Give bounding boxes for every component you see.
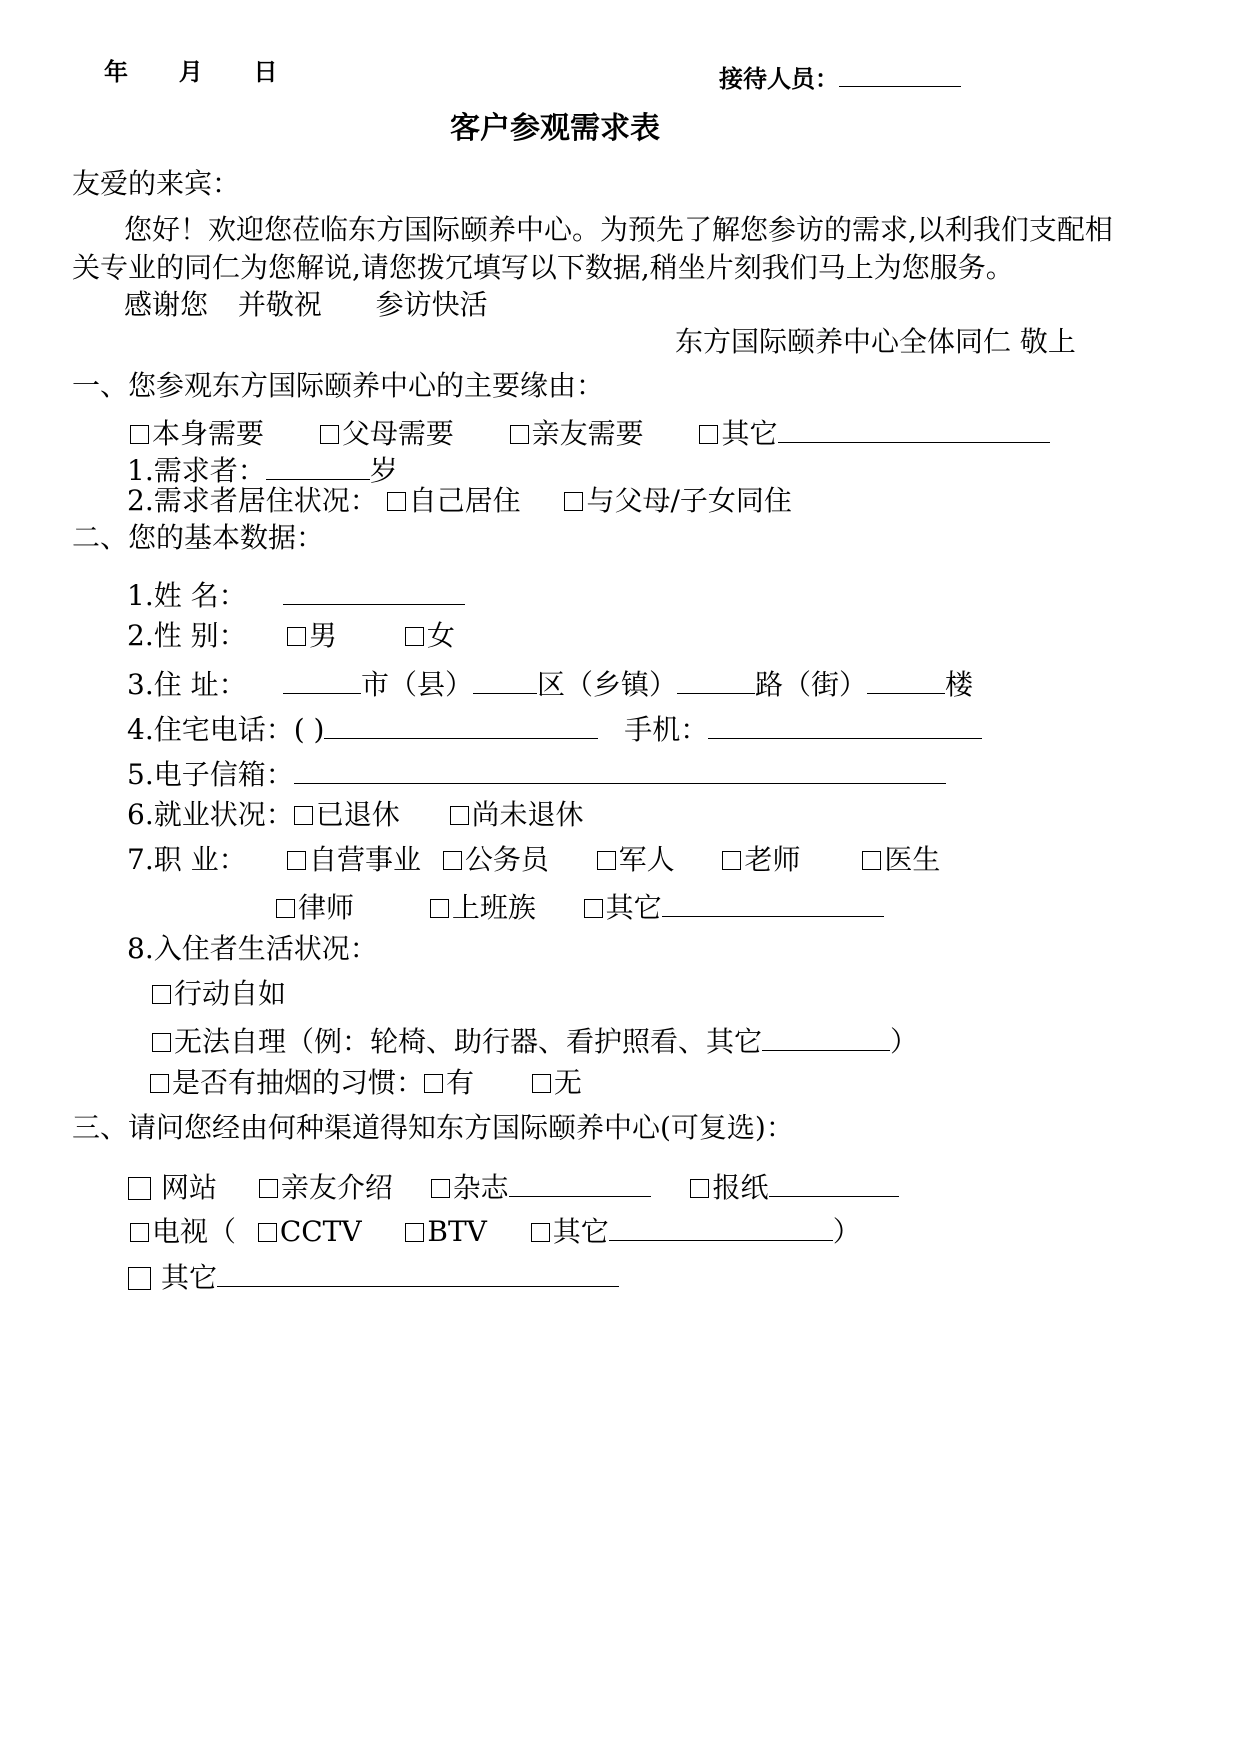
salutation: 友爱的来宾： — [72, 167, 241, 200]
age-field[interactable] — [266, 453, 370, 480]
checkbox[interactable] — [287, 851, 306, 870]
option-label: 男 — [309, 619, 338, 652]
option-label: 其它 — [161, 1261, 218, 1294]
road-field[interactable] — [677, 667, 755, 694]
option-label: 尚未退休 — [471, 798, 584, 831]
checkbox[interactable] — [130, 425, 149, 444]
option-label: 老师 — [744, 843, 801, 876]
phone-label: 4.住宅电话：( ) — [127, 713, 325, 746]
address-building-label: 楼 — [945, 668, 974, 701]
q1-label: 1.需求者： — [127, 454, 266, 487]
mobile-field[interactable] — [708, 712, 982, 739]
channel-other-field[interactable] — [217, 1260, 619, 1287]
checkbox[interactable] — [564, 492, 583, 511]
option-label: 军人 — [618, 843, 675, 876]
checkbox[interactable] — [258, 1223, 277, 1242]
checkbox[interactable] — [450, 806, 469, 825]
option-female[interactable] — [405, 619, 455, 652]
option-newspaper[interactable] — [690, 1171, 769, 1204]
option-label: 本身需要 — [152, 417, 265, 450]
thanks-line — [124, 288, 488, 321]
option-label: 有 — [446, 1066, 475, 1099]
district-field[interactable] — [473, 667, 537, 694]
option-self-need[interactable] — [130, 417, 265, 450]
checkbox[interactable] — [152, 985, 171, 1004]
address-district-label: 区（乡镇） — [537, 668, 678, 701]
checkbox[interactable] — [597, 851, 616, 870]
option-other[interactable] — [699, 417, 778, 450]
gender-row — [127, 619, 455, 652]
option-label: 网站 — [161, 1171, 218, 1204]
checkbox[interactable] — [387, 492, 406, 511]
option-label: 已退休 — [315, 798, 400, 831]
thanks-text-3: 参访快活 — [375, 288, 488, 321]
intro-line-1: 您好！欢迎您莅临东方国际颐养中心。为预先了解您参访的需求,以利我们支配相 — [124, 213, 1113, 246]
thanks-text-1: 感谢您 — [124, 288, 209, 321]
option-retired[interactable] — [294, 798, 400, 831]
option-label: 自己居住 — [408, 484, 521, 517]
close-paren: ） — [890, 1025, 919, 1058]
checkbox[interactable] — [259, 1179, 278, 1198]
checkbox[interactable] — [150, 1074, 169, 1093]
job-row-2 — [276, 890, 884, 922]
newspaper-field[interactable] — [769, 1170, 899, 1197]
option-label: 行动自如 — [174, 977, 287, 1010]
channel-row-tv — [130, 1214, 861, 1246]
section2-heading: 二、您的基本数据： — [72, 521, 325, 554]
option-label: 亲友需要 — [531, 417, 644, 450]
option-label: 其它 — [721, 417, 778, 450]
checkbox[interactable] — [130, 1223, 149, 1242]
channel-row-other — [128, 1260, 619, 1292]
smoke-label: 是否有抽烟的习惯： — [172, 1066, 425, 1099]
option-tv-other[interactable] — [531, 1215, 609, 1248]
option-btv[interactable] — [405, 1215, 487, 1248]
option-lawyer[interactable] — [276, 891, 355, 924]
address-city-label: 市（县） — [361, 668, 474, 701]
receptionist-label: 接待人员： — [719, 65, 839, 93]
option-civil-servant[interactable] — [443, 843, 549, 876]
intro-line-2: 关专业的同仁为您解说,请您拨冗填写以下数据,稍坐片刻我们马上为您服务。 — [72, 251, 1014, 284]
name-row — [127, 578, 465, 610]
option-mobile[interactable] — [152, 977, 287, 1010]
option-job-other[interactable] — [584, 891, 662, 924]
section3-heading: 三、请问您经由何种渠道得知东方国际颐养中心(可复选)： — [72, 1111, 794, 1144]
checkbox[interactable] — [294, 806, 313, 825]
checkbox[interactable] — [405, 627, 424, 646]
option-live-with-family[interactable] — [564, 484, 792, 517]
close-paren: ） — [832, 1215, 861, 1248]
option-label: 无 — [553, 1066, 582, 1099]
receptionist-field[interactable] — [839, 60, 961, 87]
option-label: 其它 — [605, 891, 662, 924]
option-label: 无法自理（例：轮椅、助行器、看护照看、其它 — [174, 1025, 763, 1058]
option-label: 其它 — [552, 1215, 609, 1248]
channel-row-1 — [128, 1170, 899, 1202]
life-option-1-row — [152, 977, 287, 1010]
option-teacher[interactable] — [722, 843, 801, 876]
option-label: 律师 — [298, 891, 355, 924]
option-parents-need[interactable] — [320, 417, 454, 450]
option-label: BTV — [427, 1215, 487, 1248]
checkbox[interactable] — [320, 425, 339, 444]
employment-row — [127, 798, 584, 831]
option-live-alone[interactable] — [387, 484, 521, 517]
option-not-self-care[interactable] — [152, 1025, 763, 1058]
checkbox[interactable] — [424, 1074, 443, 1093]
option-label: 医生 — [884, 843, 941, 876]
option-channel-other[interactable] — [128, 1261, 218, 1294]
thanks-text-2: 并敬祝 — [237, 288, 322, 321]
mobile-label: 手机： — [624, 713, 709, 746]
checkbox[interactable] — [862, 851, 881, 870]
smoke-row — [150, 1066, 582, 1099]
checkbox[interactable] — [722, 851, 741, 870]
option-relatives-need[interactable] — [510, 417, 644, 450]
option-label: 父母需要 — [341, 417, 454, 450]
option-male[interactable] — [287, 619, 338, 652]
option-smoke-no[interactable] — [532, 1066, 582, 1099]
option-self-employed[interactable] — [287, 843, 422, 876]
name-label: 1.姓 名： — [127, 579, 247, 612]
checkbox[interactable] — [128, 1177, 151, 1200]
gender-label: 2.性 别： — [127, 619, 247, 652]
q2-living-row — [127, 484, 792, 517]
job-row-1 — [127, 843, 941, 876]
checkbox[interactable] — [531, 1223, 550, 1242]
building-field[interactable] — [867, 667, 945, 694]
q2-label: 2.需求者居住状况： — [127, 484, 378, 517]
life-option-2-row — [152, 1024, 918, 1056]
option-soldier[interactable] — [597, 843, 675, 876]
checkbox[interactable] — [699, 425, 718, 444]
other-reason-field[interactable] — [778, 416, 1050, 443]
address-road-label: 路（街） — [755, 668, 868, 701]
option-label: CCTV — [279, 1215, 362, 1248]
life-label: 8.入住者生活状况： — [127, 932, 378, 965]
checkbox[interactable] — [584, 899, 603, 918]
section1-heading: 一、您参观东方国际颐养中心的主要缘由： — [72, 369, 605, 402]
email-label: 5.电子信箱： — [127, 758, 294, 791]
checkbox[interactable] — [443, 851, 462, 870]
checkbox[interactable] — [287, 627, 306, 646]
name-field[interactable] — [283, 578, 465, 605]
option-label: 女 — [426, 619, 455, 652]
option-smoke-yes[interactable] — [424, 1066, 475, 1099]
phone-row — [127, 712, 982, 744]
option-magazine[interactable] — [431, 1171, 509, 1204]
option-friend-referral[interactable] — [259, 1171, 393, 1204]
employment-label: 6.就业状况： — [127, 798, 294, 831]
option-label: 自营事业 — [309, 843, 422, 876]
checkbox[interactable] — [276, 899, 295, 918]
magazine-field[interactable] — [509, 1170, 651, 1197]
city-field[interactable] — [283, 667, 361, 694]
signature: 东方国际颐养中心全体同仁 敬上 — [675, 325, 1076, 358]
life-other-field[interactable] — [762, 1024, 890, 1051]
checkbox[interactable] — [405, 1223, 424, 1242]
phone-field[interactable] — [324, 712, 598, 739]
q1-age-row — [127, 453, 398, 485]
day-label: 日 — [253, 58, 278, 86]
checkbox[interactable] — [431, 1179, 450, 1198]
option-label: 报纸 — [712, 1171, 769, 1204]
option-tv[interactable] — [130, 1215, 237, 1248]
checkbox[interactable] — [430, 899, 449, 918]
option-website[interactable] — [128, 1171, 218, 1204]
option-label: 与父母/子女同住 — [586, 484, 792, 517]
age-unit: 岁 — [369, 454, 398, 487]
option-cctv[interactable] — [258, 1215, 362, 1248]
option-not-retired[interactable] — [450, 798, 584, 831]
checkbox[interactable] — [510, 425, 529, 444]
job-label: 7.职 业： — [127, 843, 247, 876]
option-doctor[interactable] — [862, 843, 941, 876]
checkbox[interactable] — [690, 1179, 709, 1198]
email-field[interactable] — [294, 757, 946, 784]
job-other-field[interactable] — [662, 890, 884, 917]
address-label: 3.住 址： — [127, 668, 247, 701]
section1-options-row — [130, 416, 1050, 448]
option-label: 杂志 — [452, 1171, 509, 1204]
checkbox[interactable] — [152, 1033, 171, 1052]
option-label: 电视（ — [152, 1215, 237, 1248]
option-label: 亲友介绍 — [280, 1171, 393, 1204]
option-label: 上班族 — [451, 891, 536, 924]
option-label: 公务员 — [464, 843, 549, 876]
address-row — [127, 667, 973, 699]
email-row — [127, 757, 946, 789]
option-office-worker[interactable] — [430, 891, 536, 924]
checkbox[interactable] — [532, 1074, 551, 1093]
month-label: 月 — [178, 58, 203, 86]
tv-other-field[interactable] — [609, 1214, 833, 1241]
year-label: 年 — [104, 58, 128, 86]
form-title: 客户参观需求表 — [450, 111, 660, 146]
checkbox[interactable] — [128, 1267, 151, 1290]
